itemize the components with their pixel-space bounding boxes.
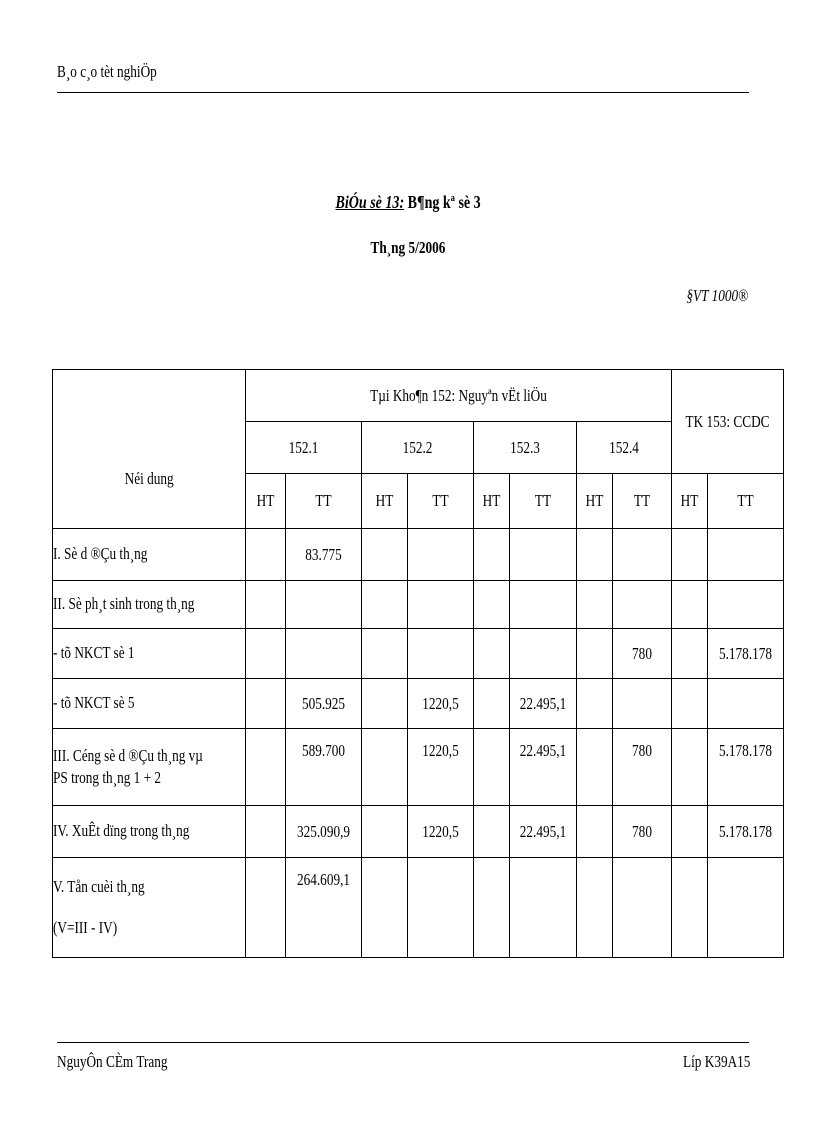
footer-rule bbox=[57, 1042, 749, 1043]
document-subtitle bbox=[0, 238, 816, 258]
cell-value: 22.495,1 bbox=[520, 741, 567, 760]
table-row bbox=[53, 806, 784, 858]
value-cell bbox=[362, 581, 408, 629]
value-cell bbox=[286, 858, 362, 958]
sub-header: TT bbox=[708, 474, 784, 529]
cell-value: 5.178.178 bbox=[719, 741, 773, 760]
sub-header: TT bbox=[286, 474, 362, 529]
value-cell bbox=[474, 858, 510, 958]
value-cell bbox=[577, 806, 613, 858]
value-cell bbox=[672, 806, 708, 858]
value-cell bbox=[577, 679, 613, 729]
value-cell bbox=[613, 858, 672, 958]
content-header: Néi dung bbox=[124, 469, 174, 488]
table-row bbox=[53, 679, 784, 729]
group-header-152: Tµi Kho¶n 152: Nguyªn vËt liÖu bbox=[370, 385, 548, 405]
value-cell bbox=[510, 858, 577, 958]
sub-header: TT bbox=[510, 474, 577, 529]
row-label-cell bbox=[53, 529, 246, 581]
sub-header: HT bbox=[246, 474, 286, 529]
table-row bbox=[53, 858, 784, 958]
value-cell bbox=[708, 679, 784, 729]
value-cell bbox=[672, 629, 708, 679]
value-cell bbox=[246, 529, 286, 581]
value-cell bbox=[362, 529, 408, 581]
value-cell bbox=[408, 529, 474, 581]
value-cell bbox=[510, 529, 577, 581]
value-cell bbox=[672, 529, 708, 581]
value-cell bbox=[474, 529, 510, 581]
value-cell bbox=[474, 581, 510, 629]
value-cell bbox=[613, 729, 672, 806]
sub-header: HT bbox=[474, 474, 510, 529]
account-header bbox=[246, 422, 362, 474]
sub-header: HT bbox=[362, 474, 408, 529]
value-cell bbox=[577, 529, 613, 581]
value-cell bbox=[474, 806, 510, 858]
value-cell bbox=[613, 629, 672, 679]
value-cell bbox=[286, 629, 362, 679]
value-cell bbox=[474, 679, 510, 729]
value-cell bbox=[362, 679, 408, 729]
value-cell bbox=[672, 729, 708, 806]
value-cell bbox=[613, 679, 672, 729]
value-cell bbox=[246, 729, 286, 806]
value-cell bbox=[708, 629, 784, 679]
value-cell bbox=[510, 629, 577, 679]
content-header-cell bbox=[53, 370, 246, 529]
value-cell bbox=[510, 806, 577, 858]
value-cell bbox=[708, 529, 784, 581]
account-label: 152.4 bbox=[609, 437, 640, 457]
cell-value: 780 bbox=[632, 821, 653, 841]
account-header bbox=[362, 422, 474, 474]
value-cell bbox=[362, 729, 408, 806]
cell-value: 1220,5 bbox=[422, 821, 459, 841]
value-cell bbox=[286, 806, 362, 858]
value-cell bbox=[708, 806, 784, 858]
row-label-cell bbox=[53, 679, 246, 729]
value-cell bbox=[362, 806, 408, 858]
group-header-cell bbox=[246, 370, 672, 422]
value-cell bbox=[708, 729, 784, 806]
value-cell bbox=[672, 581, 708, 629]
value-cell bbox=[362, 858, 408, 958]
value-cell bbox=[286, 529, 362, 581]
table-row bbox=[53, 581, 784, 629]
value-cell bbox=[286, 729, 362, 806]
cell-value: 5.178.178 bbox=[719, 821, 773, 841]
value-cell bbox=[672, 679, 708, 729]
value-cell bbox=[577, 729, 613, 806]
header-rule bbox=[57, 92, 749, 93]
group-header-153: TK 153: CCDC bbox=[685, 411, 770, 431]
row-label: (V=III - IV) bbox=[53, 917, 118, 937]
row-label: - tõ NKCT sè 5 bbox=[53, 693, 135, 713]
row-label-cell bbox=[53, 806, 246, 858]
cell-value: 1220,5 bbox=[422, 741, 459, 760]
value-cell bbox=[286, 581, 362, 629]
value-cell bbox=[246, 806, 286, 858]
value-cell bbox=[408, 858, 474, 958]
subtitle-text: Th¸ng 5/2006 bbox=[370, 238, 446, 257]
cell-value: 325.090,9 bbox=[297, 821, 351, 841]
value-cell bbox=[408, 806, 474, 858]
row-label: III. Céng sè d ®Çu th¸ng vµ bbox=[53, 745, 203, 765]
title-text: B¶ng kª sè 3 bbox=[404, 192, 481, 212]
value-cell bbox=[510, 679, 577, 729]
cell-value: 1220,5 bbox=[422, 693, 459, 713]
cell-value: 83.775 bbox=[305, 544, 342, 564]
row-label-cell bbox=[53, 858, 246, 958]
cell-value: 589.700 bbox=[302, 741, 346, 760]
title-label: BiÓu sè 13: bbox=[335, 192, 405, 212]
row-label: V. Tån cuèi th¸ng bbox=[53, 877, 145, 897]
value-cell bbox=[246, 629, 286, 679]
value-cell bbox=[408, 729, 474, 806]
unit-label: §VT 1000® bbox=[686, 286, 748, 305]
value-cell bbox=[362, 629, 408, 679]
account-label: 152.3 bbox=[510, 437, 541, 457]
cell-value: 264.609,1 bbox=[297, 870, 351, 889]
value-cell bbox=[708, 581, 784, 629]
value-cell bbox=[246, 581, 286, 629]
ledger-table bbox=[52, 369, 784, 958]
account-label: 152.2 bbox=[402, 437, 433, 457]
value-cell bbox=[510, 729, 577, 806]
value-cell bbox=[577, 629, 613, 679]
page-header: B¸o c¸o tèt nghiÖp bbox=[57, 62, 157, 81]
account-header bbox=[577, 422, 672, 474]
row-label-cell bbox=[53, 629, 246, 679]
row-label: PS trong th¸ng 1 + 2 bbox=[53, 768, 162, 787]
row-label: - tõ NKCT sè 1 bbox=[53, 643, 135, 663]
row-label: II. Sè ph¸t sinh trong th¸ng bbox=[53, 594, 195, 614]
value-cell bbox=[246, 679, 286, 729]
row-label-cell bbox=[53, 729, 246, 806]
cell-value: 780 bbox=[632, 643, 653, 663]
cell-value: 5.178.178 bbox=[719, 643, 773, 663]
group-header-153-cell bbox=[672, 370, 784, 474]
row-label: I. Sè d ®Çu th¸ng bbox=[53, 544, 148, 564]
value-cell bbox=[672, 858, 708, 958]
cell-value: 780 bbox=[632, 741, 653, 760]
document-title bbox=[0, 192, 816, 213]
value-cell bbox=[474, 629, 510, 679]
table-row bbox=[53, 629, 784, 679]
account-label: 152.1 bbox=[288, 437, 319, 457]
table-row bbox=[53, 729, 784, 806]
table-row bbox=[53, 529, 784, 581]
value-cell bbox=[510, 581, 577, 629]
value-cell bbox=[408, 679, 474, 729]
row-label-cell bbox=[53, 581, 246, 629]
value-cell bbox=[708, 858, 784, 958]
value-cell bbox=[577, 581, 613, 629]
cell-value: 22.495,1 bbox=[520, 693, 567, 713]
footer-author: NguyÔn CÈm Trang bbox=[57, 1052, 168, 1071]
value-cell bbox=[474, 729, 510, 806]
value-cell bbox=[408, 581, 474, 629]
account-header bbox=[474, 422, 577, 474]
cell-value: 22.495,1 bbox=[520, 821, 567, 841]
sub-header: TT bbox=[613, 474, 672, 529]
sub-header: TT bbox=[408, 474, 474, 529]
footer-class: Líp K39A15 bbox=[682, 1052, 750, 1071]
value-cell bbox=[286, 679, 362, 729]
value-cell bbox=[613, 529, 672, 581]
value-cell bbox=[577, 858, 613, 958]
cell-value: 505.925 bbox=[302, 693, 346, 713]
row-label: IV. XuÊt dïng trong th¸ng bbox=[53, 821, 190, 841]
value-cell bbox=[613, 581, 672, 629]
sub-header: HT bbox=[672, 474, 708, 529]
value-cell bbox=[246, 858, 286, 958]
value-cell bbox=[613, 806, 672, 858]
value-cell bbox=[408, 629, 474, 679]
sub-header: HT bbox=[577, 474, 613, 529]
